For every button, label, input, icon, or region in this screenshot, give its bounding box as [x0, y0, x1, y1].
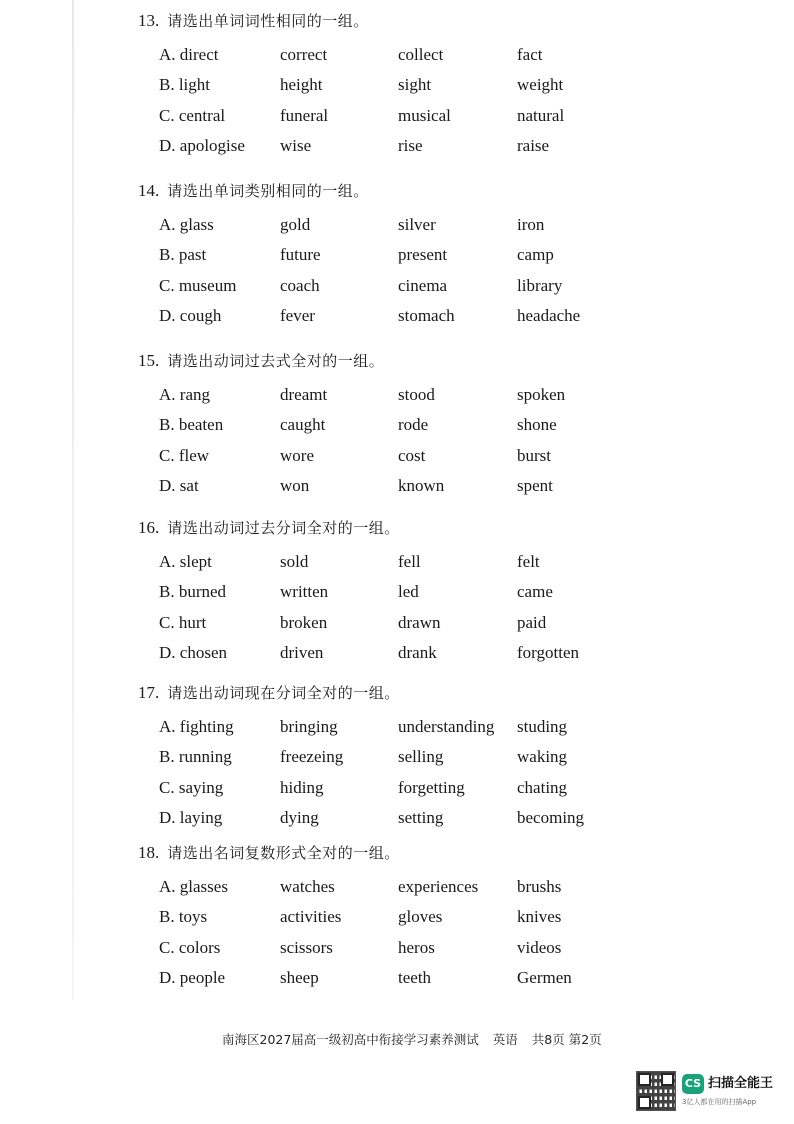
option-row — [138, 775, 658, 805]
option-row — [138, 412, 658, 442]
option-word: correct — [280, 45, 328, 64]
option-word: fell — [398, 552, 421, 571]
question-number: 18. — [138, 843, 160, 862]
option-row — [138, 904, 658, 934]
option-row — [138, 133, 658, 163]
option-row — [138, 212, 658, 242]
option-word: heros — [398, 937, 435, 957]
option-label-word: D. sat — [159, 475, 199, 495]
option-label-word: C. colors — [159, 937, 221, 957]
question-title — [138, 178, 658, 204]
question-title — [138, 348, 658, 374]
option-word: camp — [517, 245, 554, 265]
option-row — [138, 42, 658, 72]
option-word: Germen — [517, 967, 572, 987]
option-word: fact — [517, 45, 543, 64]
option-row — [138, 579, 658, 609]
option-word: caught — [280, 415, 326, 435]
footer-total-pages: 共8页 — [531, 1032, 565, 1047]
scan-page-edge — [72, 0, 74, 1000]
question-number: 16. — [138, 518, 160, 537]
option-label-word: D. people — [159, 967, 226, 987]
option-word: raise — [517, 135, 550, 155]
option-label-word: A. rang — [159, 385, 210, 404]
option-label-word: B. light — [159, 75, 211, 95]
option-word: headache — [517, 305, 581, 325]
question-title — [138, 515, 658, 541]
option-word: iron — [517, 215, 545, 234]
option-row — [138, 935, 658, 965]
option-word: led — [398, 582, 419, 602]
question-prompt: 请选出动词过去式全对的一组。 — [167, 352, 385, 370]
option-word: funeral — [280, 105, 329, 125]
option-word: understanding — [398, 717, 495, 736]
option-word: drawn — [398, 612, 441, 632]
option-word: height — [280, 75, 323, 95]
question-block — [138, 8, 658, 163]
option-word: brushs — [517, 877, 562, 896]
option-word: wise — [280, 135, 312, 155]
option-word: dying — [280, 807, 319, 827]
option-row — [138, 103, 658, 133]
option-word: coach — [280, 275, 320, 295]
option-row — [138, 640, 658, 670]
option-label-word: C. flew — [159, 445, 210, 465]
watermark-app-name: 扫描全能王 — [708, 1076, 774, 1091]
option-row — [138, 714, 658, 744]
option-label-word: A. glasses — [159, 877, 228, 896]
option-label-word: C. museum — [159, 275, 237, 295]
option-row — [138, 72, 658, 102]
option-label-word: D. cough — [159, 305, 222, 325]
option-label-word: A. fighting — [159, 717, 234, 736]
option-row — [138, 874, 658, 904]
option-word: setting — [398, 807, 444, 827]
question-number: 17. — [138, 683, 160, 702]
option-row — [138, 443, 658, 473]
question-prompt: 请选出动词过去分词全对的一组。 — [167, 519, 400, 537]
option-label-word: D. laying — [159, 807, 223, 827]
option-row — [138, 610, 658, 640]
option-word: fever — [280, 305, 315, 325]
option-row — [138, 744, 658, 774]
question-prompt: 请选出动词现在分词全对的一组。 — [167, 684, 400, 702]
option-word: experiences — [398, 877, 479, 896]
option-word: musical — [398, 105, 451, 125]
option-word: felt — [517, 552, 540, 571]
option-word: broken — [280, 612, 328, 632]
option-word: library — [517, 275, 563, 295]
option-label-word: A. direct — [159, 45, 219, 64]
option-word: spent — [517, 475, 553, 495]
option-row — [138, 273, 658, 303]
option-label-word: D. apologise — [159, 135, 245, 155]
option-word: drank — [398, 642, 437, 662]
option-label-word: B. beaten — [159, 415, 224, 435]
option-row — [138, 549, 658, 579]
question-number: 15. — [138, 351, 160, 370]
option-word: natural — [517, 105, 565, 125]
qr-code-icon — [636, 1071, 676, 1111]
option-word: forgetting — [398, 777, 465, 797]
footer-exam-title: 南海区2027届高一级初高中衔接学习素养测试 — [222, 1032, 479, 1047]
option-label-word: C. central — [159, 105, 226, 125]
option-word: rode — [398, 415, 429, 435]
watermark-tagline: 3亿人都在用的扫描App — [682, 1098, 757, 1106]
option-word: forgotten — [517, 642, 580, 662]
option-word: watches — [280, 877, 335, 896]
option-label-word: B. past — [159, 245, 207, 265]
option-word: selling — [398, 747, 444, 767]
option-word: silver — [398, 215, 436, 234]
option-word: gold — [280, 215, 311, 234]
option-word: burst — [517, 445, 551, 465]
option-word: sight — [398, 75, 432, 95]
question-prompt: 请选出单词类别相同的一组。 — [167, 182, 369, 200]
option-word: weight — [517, 75, 564, 95]
question-block — [138, 178, 658, 333]
option-word: present — [398, 245, 448, 265]
option-label-word: A. glass — [159, 215, 214, 234]
option-word: cinema — [398, 275, 448, 295]
option-word: videos — [517, 937, 562, 957]
option-label-word: B. burned — [159, 582, 227, 602]
camscanner-watermark — [636, 1071, 786, 1113]
question-title — [138, 8, 658, 34]
question-block — [138, 680, 658, 835]
option-row — [138, 805, 658, 835]
option-word: activities — [280, 907, 342, 927]
option-label-word: D. chosen — [159, 642, 227, 662]
option-word: freezeing — [280, 747, 344, 767]
option-word: stomach — [398, 305, 455, 325]
option-word: scissors — [280, 937, 333, 957]
question-prompt: 请选出名词复数形式全对的一组。 — [167, 844, 400, 862]
option-word: bringing — [280, 717, 338, 736]
page-footer — [222, 1030, 612, 1048]
option-word: chating — [517, 777, 568, 797]
option-word: gloves — [398, 907, 443, 927]
option-label-word: C. saying — [159, 777, 224, 797]
option-label-word: B. running — [159, 747, 232, 767]
camscanner-logo-icon: CS — [682, 1074, 704, 1094]
option-row — [138, 965, 658, 995]
question-block — [138, 348, 658, 503]
option-word: collect — [398, 45, 444, 64]
option-word: cost — [398, 445, 426, 465]
question-prompt: 请选出单词词性相同的一组。 — [167, 12, 369, 30]
option-row — [138, 473, 658, 503]
option-word: shone — [517, 415, 557, 435]
option-word: wore — [280, 445, 314, 465]
option-label-word: C. hurt — [159, 612, 207, 632]
option-word: known — [398, 475, 445, 495]
question-block — [138, 515, 658, 670]
option-word: driven — [280, 642, 324, 662]
option-word: won — [280, 475, 310, 495]
question-title — [138, 840, 658, 866]
option-row — [138, 242, 658, 272]
option-word: waking — [517, 747, 568, 767]
option-word: knives — [517, 907, 562, 927]
option-word: teeth — [398, 967, 432, 987]
question-title — [138, 680, 658, 706]
option-word: future — [280, 245, 321, 265]
option-word: came — [517, 582, 553, 602]
option-word: sheep — [280, 967, 319, 987]
option-word: studing — [517, 717, 568, 736]
option-label-word: B. toys — [159, 907, 208, 927]
option-word: sold — [280, 552, 309, 571]
option-word: rise — [398, 135, 423, 155]
footer-page-number: 第2页 — [568, 1032, 602, 1047]
option-row — [138, 382, 658, 412]
question-block — [138, 840, 658, 995]
option-label-word: A. slept — [159, 552, 212, 571]
option-word: stood — [398, 385, 435, 404]
footer-subject: 英语 — [492, 1032, 518, 1047]
option-word: paid — [517, 612, 547, 632]
question-number: 13. — [138, 11, 160, 30]
option-word: dreamt — [280, 385, 328, 404]
option-row — [138, 303, 658, 333]
option-word: spoken — [517, 385, 566, 404]
option-word: hiding — [280, 777, 324, 797]
question-number: 14. — [138, 181, 160, 200]
option-word: written — [280, 582, 329, 602]
option-word: becoming — [517, 807, 585, 827]
